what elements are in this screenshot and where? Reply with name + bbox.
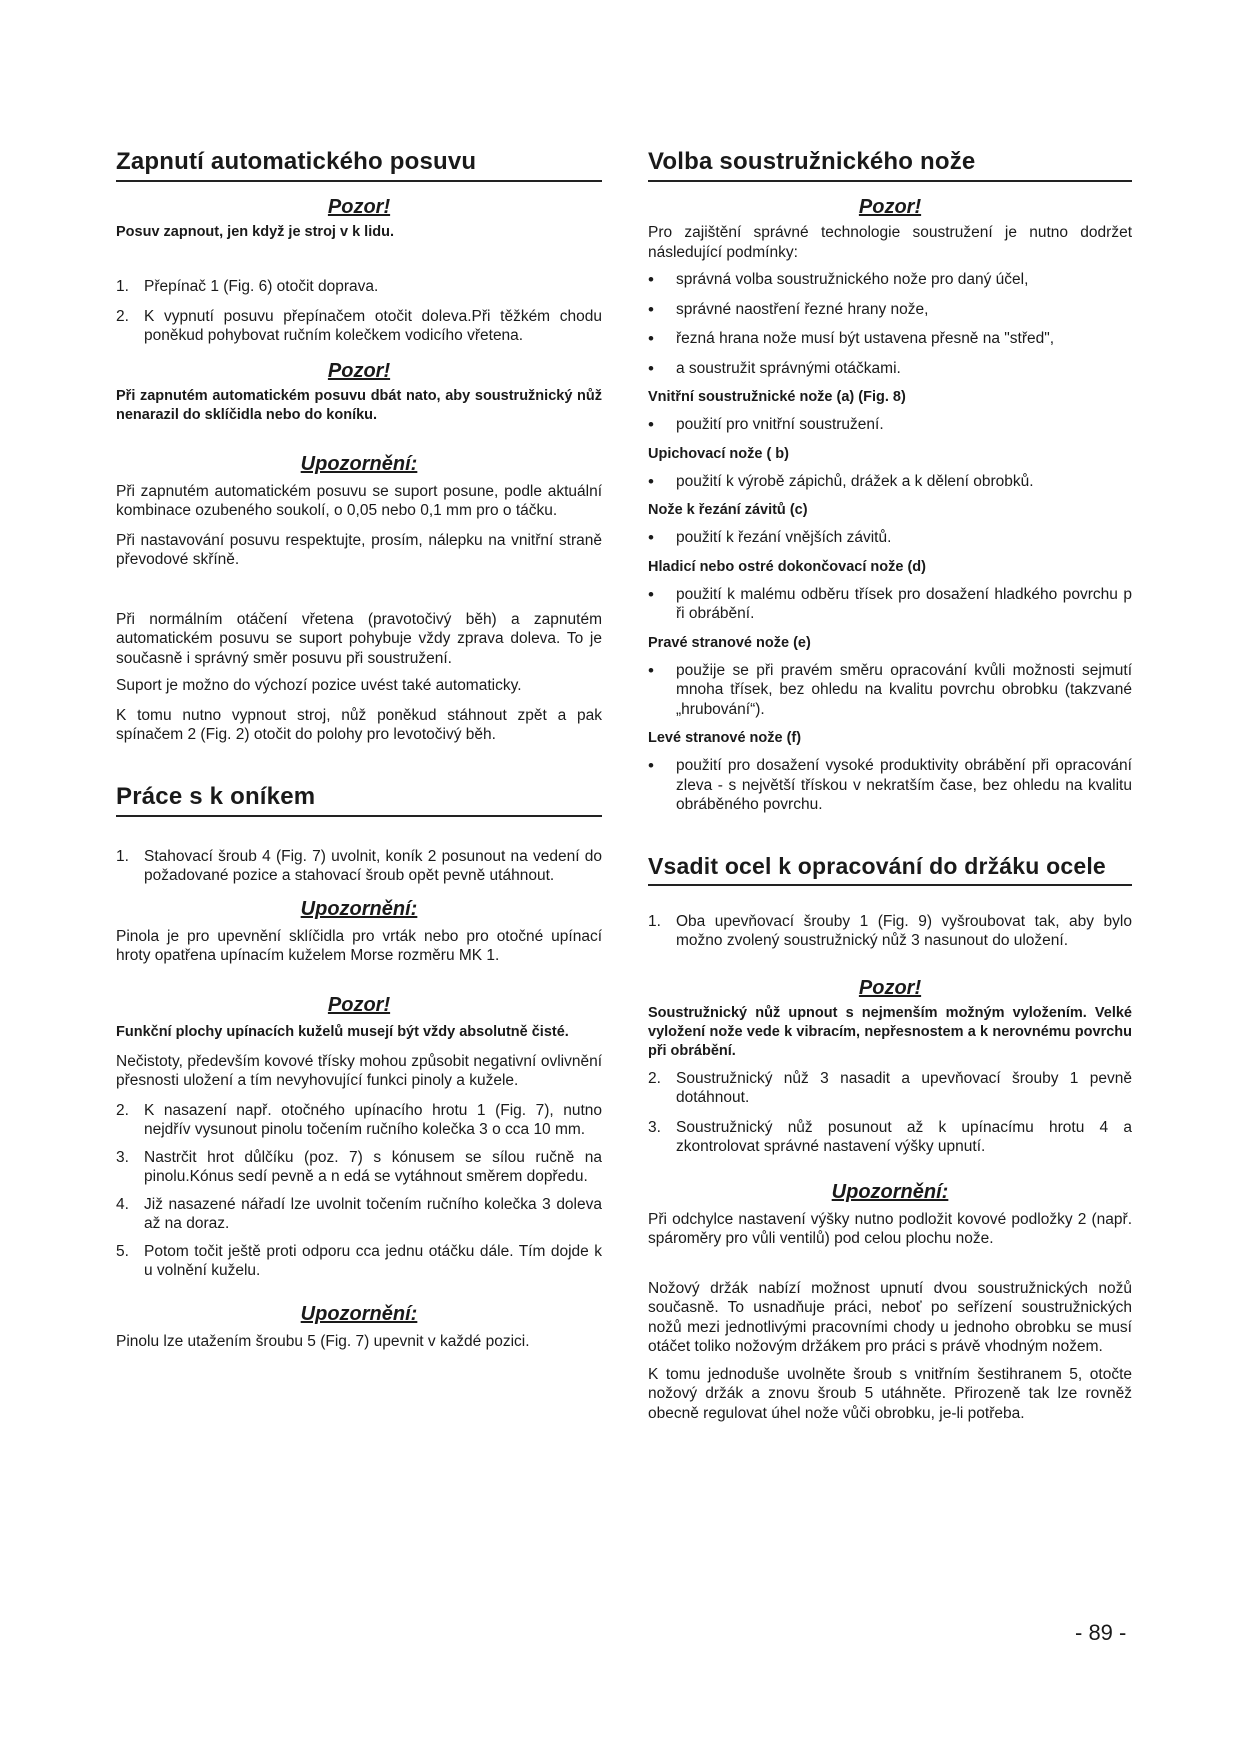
left-column: [116, 148, 602, 1351]
list-item: 4. Již nasazené nářadí lze uvolnit točením ručního kolečka 3 doleva až na doraz.: [116, 1195, 602, 1232]
paragraph: Pinola je pro upevnění sklíčidla pro vrták nebo pro otočné upínací hroty opatřena upínacím kuželem Morse rozměru MK 1.: [116, 927, 602, 964]
bullet-item: • použití k řezání vnějších závitů.: [648, 528, 892, 547]
list-item: 5. Potom točit ještě proti odporu cca jednu otáčku dále. Tím dojde k u volnění kuželu.: [116, 1242, 602, 1279]
warning-text: Funkční plochy upínacích kuželů musejí být vždy absolutně čisté.: [116, 1023, 569, 1040]
list-item: 2. K nasazení např. otočného upínacího hrotu 1 (Fig. 7), nutno nejdřív vysunout pinolu točením ručního kolečka 3 o cca 10 mm.: [116, 1101, 602, 1138]
list-item: 2. Soustružnický nůž 3 nasadit a upevňovací šrouby 1 pevně dotáhnout.: [648, 1069, 1132, 1106]
warning-text: Soustružnický nůž upnout s nejmenším možným vyložením. Velké vyložení nože vede k vibracím, nepřesnostem a k nerovnému povrchu při obrábění.: [648, 1004, 1132, 1059]
subheading: Pravé stranové nože (e): [648, 634, 811, 651]
bullet-item: • použití k malému odběru třísek pro dosažení hladkého povrchu p ři obrábění.: [648, 584, 1132, 622]
bullet-item: • správné naostření řezné hrany nože,: [648, 299, 929, 319]
warning-text: Při zapnutém automatickém posuvu dbát nato, aby soustružnický nůž nenarazil do sklíčidla nebo do koníku.: [116, 387, 602, 423]
page-number: - 89 -: [1075, 1620, 1127, 1645]
subheading: Nože k řezání závitů (c): [648, 502, 808, 518]
paragraph: K tomu jednoduše uvolněte šroub s vnitřním šestihranem 5, otočte nožový držák a znovu šroub 5 utáhněte. Přirozeně tak lze rovněž obecně regulovat úhel nože vůči obrobku, je-li potřeba.: [648, 1365, 1132, 1422]
note-label: Upozornění:: [300, 452, 418, 475]
warning-label: Pozor!: [858, 196, 922, 218]
bullet-item: • správná volba soustružnického nože pro daný účel,: [648, 270, 1029, 289]
subheading: Vnitřní soustružnické nože (a) (Fig. 8): [648, 389, 906, 405]
bullet-item: • použití pro vnitřní soustružení.: [648, 415, 884, 434]
list-item: 2. K vypnutí posuvu přepínačem otočit doleva.Při těžkém chodu poněkud pohybovat ručním kolečkem vodicího vřetena.: [116, 307, 602, 344]
paragraph: Pro zajištění správné technologie soustružení je nutno dodržet následující podmínky:: [648, 224, 1132, 261]
bullet-item: • a soustružit správnými otáčkami.: [648, 358, 901, 378]
list-item: 1. Přepínač 1 (Fig. 6) otočit doprava.: [116, 278, 379, 295]
paragraph: Nožový držák nabízí možnost upnutí dvou soustružnických nožů současně. To usnadňuje práci, neboť po seřízení soustružnických nožů mezi jednotlivými pracovními chody u jednoho obrobku se musí otáčet toliko nožovým držákem pro práci s právě vhodným nožem.: [648, 1279, 1132, 1355]
warning-label: Pozor!: [327, 993, 391, 1016]
paragraph: Pinolu lze utažením šroubu 5 (Fig. 7) upevnit v každé pozici.: [116, 1332, 530, 1350]
paragraph: Při odchylce nastavení výšky nutno podložit kovové podložky 2 (např. spároměry pro vůli ventilů) pod celou plochu nože.: [648, 1210, 1132, 1247]
heading-insert-tool: Vsadit ocel k opracování do držáku ocele: [648, 853, 1132, 886]
note-label: Upozornění:: [831, 1180, 949, 1203]
list-item: 3. Nastrčit hrot důlčíku (poz. 7) s kónusem se sílou ručně na pinolu.Kónus sedí pevně a n edá se vytáhnout směrem dopředu.: [116, 1148, 602, 1185]
list-item: 1. Oba upevňovací šrouby 1 (Fig. 9) vyšroubovat tak, aby bylo možno zvolený soustružnický nůž 3 nasunout do uložení.: [648, 912, 1132, 949]
list-item: 1. Stahovací šroub 4 (Fig. 7) uvolnit, koník 2 posunout na vedení do požadované pozice a stahovací šroub opět pevně utáhnout.: [116, 847, 602, 884]
paragraph: Nečistoty, především kovové třísky mohou způsobit negativní ovlivnění přesnosti uložení a tím nevyhovující funkci pinoly a kužele.: [116, 1052, 602, 1089]
warning-text: Posuv zapnout, jen když je stroj v k lidu.: [116, 224, 394, 240]
bullet-item: • použití pro dosažení vysoké produktivity obrábění při opracování zleva - s největší třískou v nekratším čase, bez ohledu na kvalitu obráběného povrchu.: [648, 756, 1132, 813]
warning-label: Pozor!: [327, 196, 391, 218]
bullet-item: • použití k výrobě zápichů, drážek a k dělení obrobků.: [648, 471, 1034, 491]
warning-label: Pozor!: [327, 359, 391, 382]
heading-automatic-feed: Zapnutí automatického posuvu: [116, 148, 602, 182]
bullet-item: • použije se při pravém směru opracování kvůli možnosti sejmutí mnoha třísek, bez ohledu na kvalitu povrchu obrobku (takzvané „hrubování“).: [648, 660, 1132, 718]
paragraph: Při zapnutém automatickém posuvu se suport posune, podle aktuální kombinace ozubeného soukolí, o 0,05 nebo 0,1 mm pro o táčku.: [116, 482, 602, 519]
note-label: Upozornění:: [300, 897, 418, 920]
subheading: Levé stranové nože (f): [648, 730, 802, 746]
list-item: 3. Soustružnický nůž posunout až k upínacímu hrotu 4 a zkontrolovat správné nastavení výšky upnutí.: [648, 1118, 1132, 1155]
heading-tailstock: Práce s k oníkem: [116, 783, 602, 817]
paragraph: Suport je možno do výchozí pozice uvést také automaticky.: [116, 677, 522, 694]
note-label: Upozornění:: [300, 1302, 418, 1325]
subheading: Upichovací nože ( b): [648, 445, 789, 462]
paragraph: K tomu nutno vypnout stroj, nůž poněkud stáhnout zpět a pak spínačem 2 (Fig. 2) otočit do polohy pro levotočivý běh.: [116, 706, 602, 743]
heading-tool-choice: Volba soustružnického nože: [648, 148, 1132, 182]
right-column: [648, 148, 1132, 1423]
bullet-item: • řezná hrana nože musí být ustavena přesně na "střed",: [648, 329, 1055, 348]
paragraph: Při normálním otáčení vřetena (pravotočivý běh) a zapnutém automatickém posuvu se suport pohybuje vždy zprava doleva. To je současně i správný směr posuvu při soustružení.: [116, 610, 602, 667]
subheading: Hladicí nebo ostré dokončovací nože (d): [648, 558, 926, 575]
paragraph: Při nastavování posuvu respektujte, prosím, nálepku na vnitřní straně převodové skříně.: [116, 531, 602, 568]
warning-label: Pozor!: [858, 976, 922, 999]
